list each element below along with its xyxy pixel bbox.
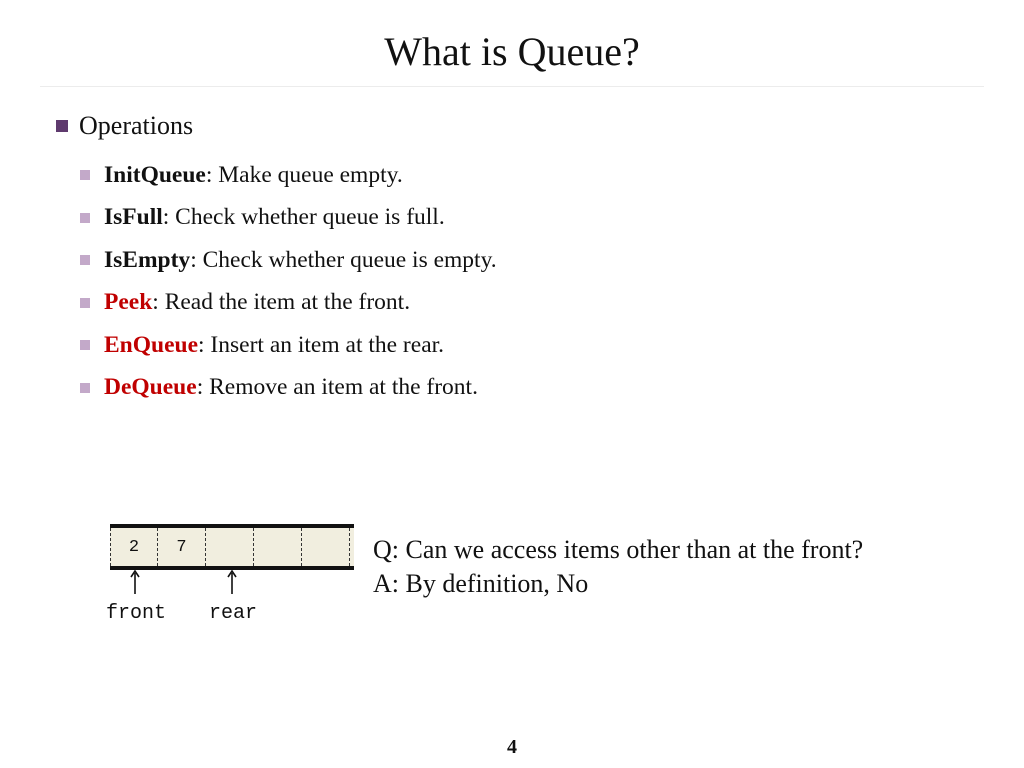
operation-term: IsFull (104, 204, 163, 231)
square-bullet-icon (80, 255, 90, 265)
operations-heading-label: Operations (79, 111, 194, 140)
queue-cell (302, 528, 350, 566)
front-arrow-icon (130, 570, 140, 594)
operation-description: : Read the item at the front. (152, 289, 411, 316)
queue-cell: 7 (158, 528, 206, 566)
square-bullet-icon (80, 170, 90, 180)
operation-item (80, 367, 497, 410)
square-bullet-icon (80, 383, 90, 393)
operation-term: EnQueue (104, 331, 199, 358)
queue-cell (206, 528, 254, 566)
slide-title: What is Queue? (384, 29, 640, 74)
operations-heading (56, 110, 193, 142)
rear-label: rear (209, 602, 258, 625)
operation-item (80, 197, 497, 240)
queue-cell: 2 (110, 528, 158, 566)
operation-item (80, 239, 497, 282)
square-bullet-icon (80, 213, 90, 223)
operation-item (80, 324, 497, 367)
title-divider (40, 86, 984, 87)
operation-term: IsEmpty (104, 246, 191, 273)
operation-term: InitQueue (104, 161, 206, 188)
operation-description: : Check whether queue is full. (162, 204, 445, 231)
rear-arrow-icon (227, 570, 237, 594)
square-bullet-icon (80, 298, 90, 308)
operation-description: : Remove an item at the front. (196, 374, 478, 401)
operation-item (80, 154, 497, 197)
operation-description: : Insert an item at the rear. (198, 331, 445, 358)
front-label: front (106, 602, 167, 625)
operation-item (80, 282, 497, 325)
square-bullet-icon (80, 340, 90, 350)
operation-term: DeQueue (104, 374, 197, 401)
operation-description: : Check whether queue is empty. (190, 246, 497, 273)
page-number: 4 (507, 736, 517, 758)
operation-term: Peek (104, 289, 153, 316)
queue-array (110, 524, 354, 570)
operation-description: : Make queue empty. (205, 161, 403, 188)
operations-list (80, 154, 497, 409)
square-bullet-icon (56, 120, 68, 132)
queue-cell (254, 528, 302, 566)
answer-text: A: By definition, No (373, 569, 589, 598)
question-text: Q: Can we access items other than at the front? (373, 535, 864, 564)
